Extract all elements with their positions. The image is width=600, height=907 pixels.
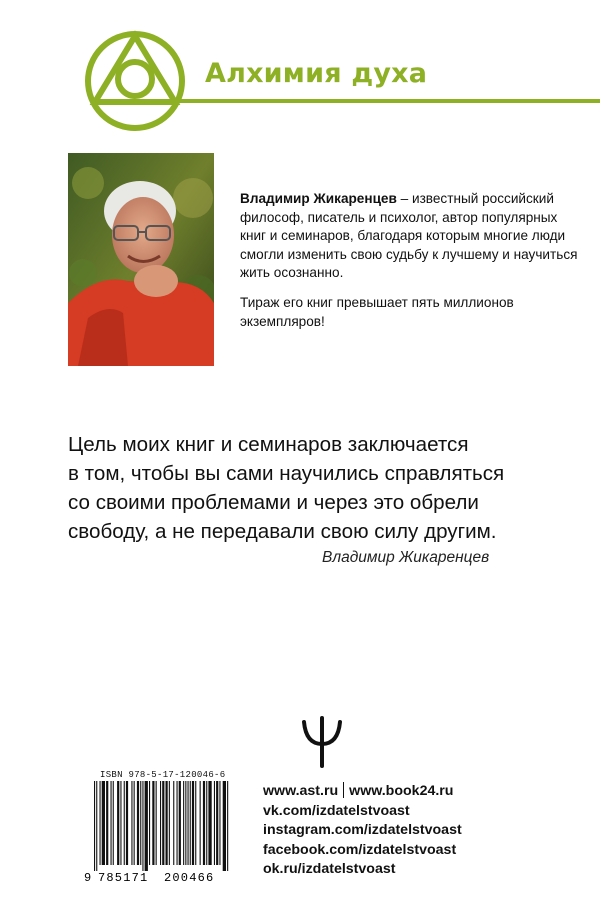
barcode-bar — [173, 781, 174, 865]
barcode-bar — [124, 781, 125, 865]
barcode-bar — [140, 781, 141, 865]
barcode-bar — [149, 781, 150, 865]
barcode-bars — [82, 781, 232, 883]
series-title: Алхимия духа — [205, 58, 428, 89]
barcode-digits-right: 200466 — [164, 871, 215, 883]
link-book24[interactable]: www.book24.ru — [349, 783, 454, 799]
series-divider-line — [168, 99, 600, 103]
barcode-bar — [113, 781, 114, 865]
barcode-digits-left: 785171 — [98, 871, 149, 883]
link-facebook[interactable]: facebook.com/izdatelstvoast — [263, 841, 457, 858]
barcode-bar — [190, 781, 191, 865]
barcode-bar — [117, 781, 119, 865]
author-bio — [240, 190, 580, 331]
barcode-bar — [152, 781, 154, 865]
barcode-bar — [206, 781, 207, 865]
link-instagram[interactable]: instagram.com/izdatelstvoast — [263, 822, 462, 839]
barcode-bar — [208, 781, 211, 865]
barcode-bar — [169, 781, 170, 865]
publisher-links — [263, 782, 462, 880]
link-ok[interactable]: ok.ru/izdatelstvoast — [263, 861, 396, 878]
bio-paragraph-1 — [240, 190, 580, 283]
barcode-bar — [145, 781, 148, 871]
barcode-bar — [177, 781, 178, 865]
barcode — [82, 770, 232, 890]
barcode-bar — [192, 781, 194, 865]
barcode-bar — [94, 781, 95, 871]
barcode-bar — [156, 781, 157, 865]
barcode-bar — [160, 781, 161, 865]
barcode-bar — [102, 781, 105, 865]
barcode-bar — [227, 781, 228, 871]
isbn-text: ISBN 978-5-17-120046-6 — [100, 770, 226, 780]
barcode-bar — [96, 781, 97, 871]
bio-paragraph-2: Тираж его книг превышает пять миллионов экземпляров! — [240, 294, 514, 329]
link-separator — [343, 782, 344, 798]
quote-line: в том, чтобы вы сами научились справляться — [68, 462, 505, 485]
barcode-bar — [219, 781, 220, 865]
link-vk[interactable]: vk.com/izdatelstvoast — [263, 802, 410, 819]
author-name: Владимир Жикаренцев — [240, 191, 397, 206]
barcode-bar — [120, 781, 121, 865]
barcode-digit-first: 9 — [84, 871, 92, 883]
barcode-bar — [188, 781, 189, 865]
author-quote — [68, 430, 588, 546]
barcode-bar — [216, 781, 218, 865]
bio-text-1: – известный российский философ, писатель и психолог, автор популярных книг и семинаров, благодаря которым многие люди смогли изменить свою судьбу к лучшему и научиться жить осознанно. — [240, 191, 578, 281]
psi-icon — [298, 716, 346, 768]
barcode-bar — [195, 781, 196, 865]
quote-author: Владимир Жикаренцев — [322, 549, 490, 566]
quote-line: со своими проблемами и через это обрели — [68, 491, 479, 514]
barcode-bar — [179, 781, 181, 865]
barcode-bar — [214, 781, 215, 865]
barcode-bar — [200, 781, 201, 865]
link-ast[interactable]: www.ast.ru — [263, 783, 339, 799]
quote-line: Цель моих книг и семинаров заключается — [68, 433, 469, 456]
barcode-bar — [223, 781, 226, 871]
barcode-bar — [162, 781, 164, 865]
barcode-bar — [183, 781, 184, 865]
barcode-bar — [185, 781, 186, 865]
author-photo — [68, 153, 214, 366]
barcode-bar — [137, 781, 139, 865]
links-row-sites — [263, 782, 462, 802]
quote-line: свободу, а не передавали свою силу другим. — [68, 520, 497, 543]
barcode-bar — [203, 781, 205, 865]
barcode-bar — [111, 781, 112, 865]
barcode-bar — [166, 781, 168, 865]
alchemy-logo-icon — [80, 26, 190, 136]
barcode-bar — [131, 781, 132, 865]
barcode-bar — [134, 781, 135, 865]
barcode-bar — [100, 781, 101, 865]
barcode-bar — [142, 781, 143, 871]
barcode-bar — [106, 781, 108, 865]
barcode-bar — [126, 781, 128, 865]
